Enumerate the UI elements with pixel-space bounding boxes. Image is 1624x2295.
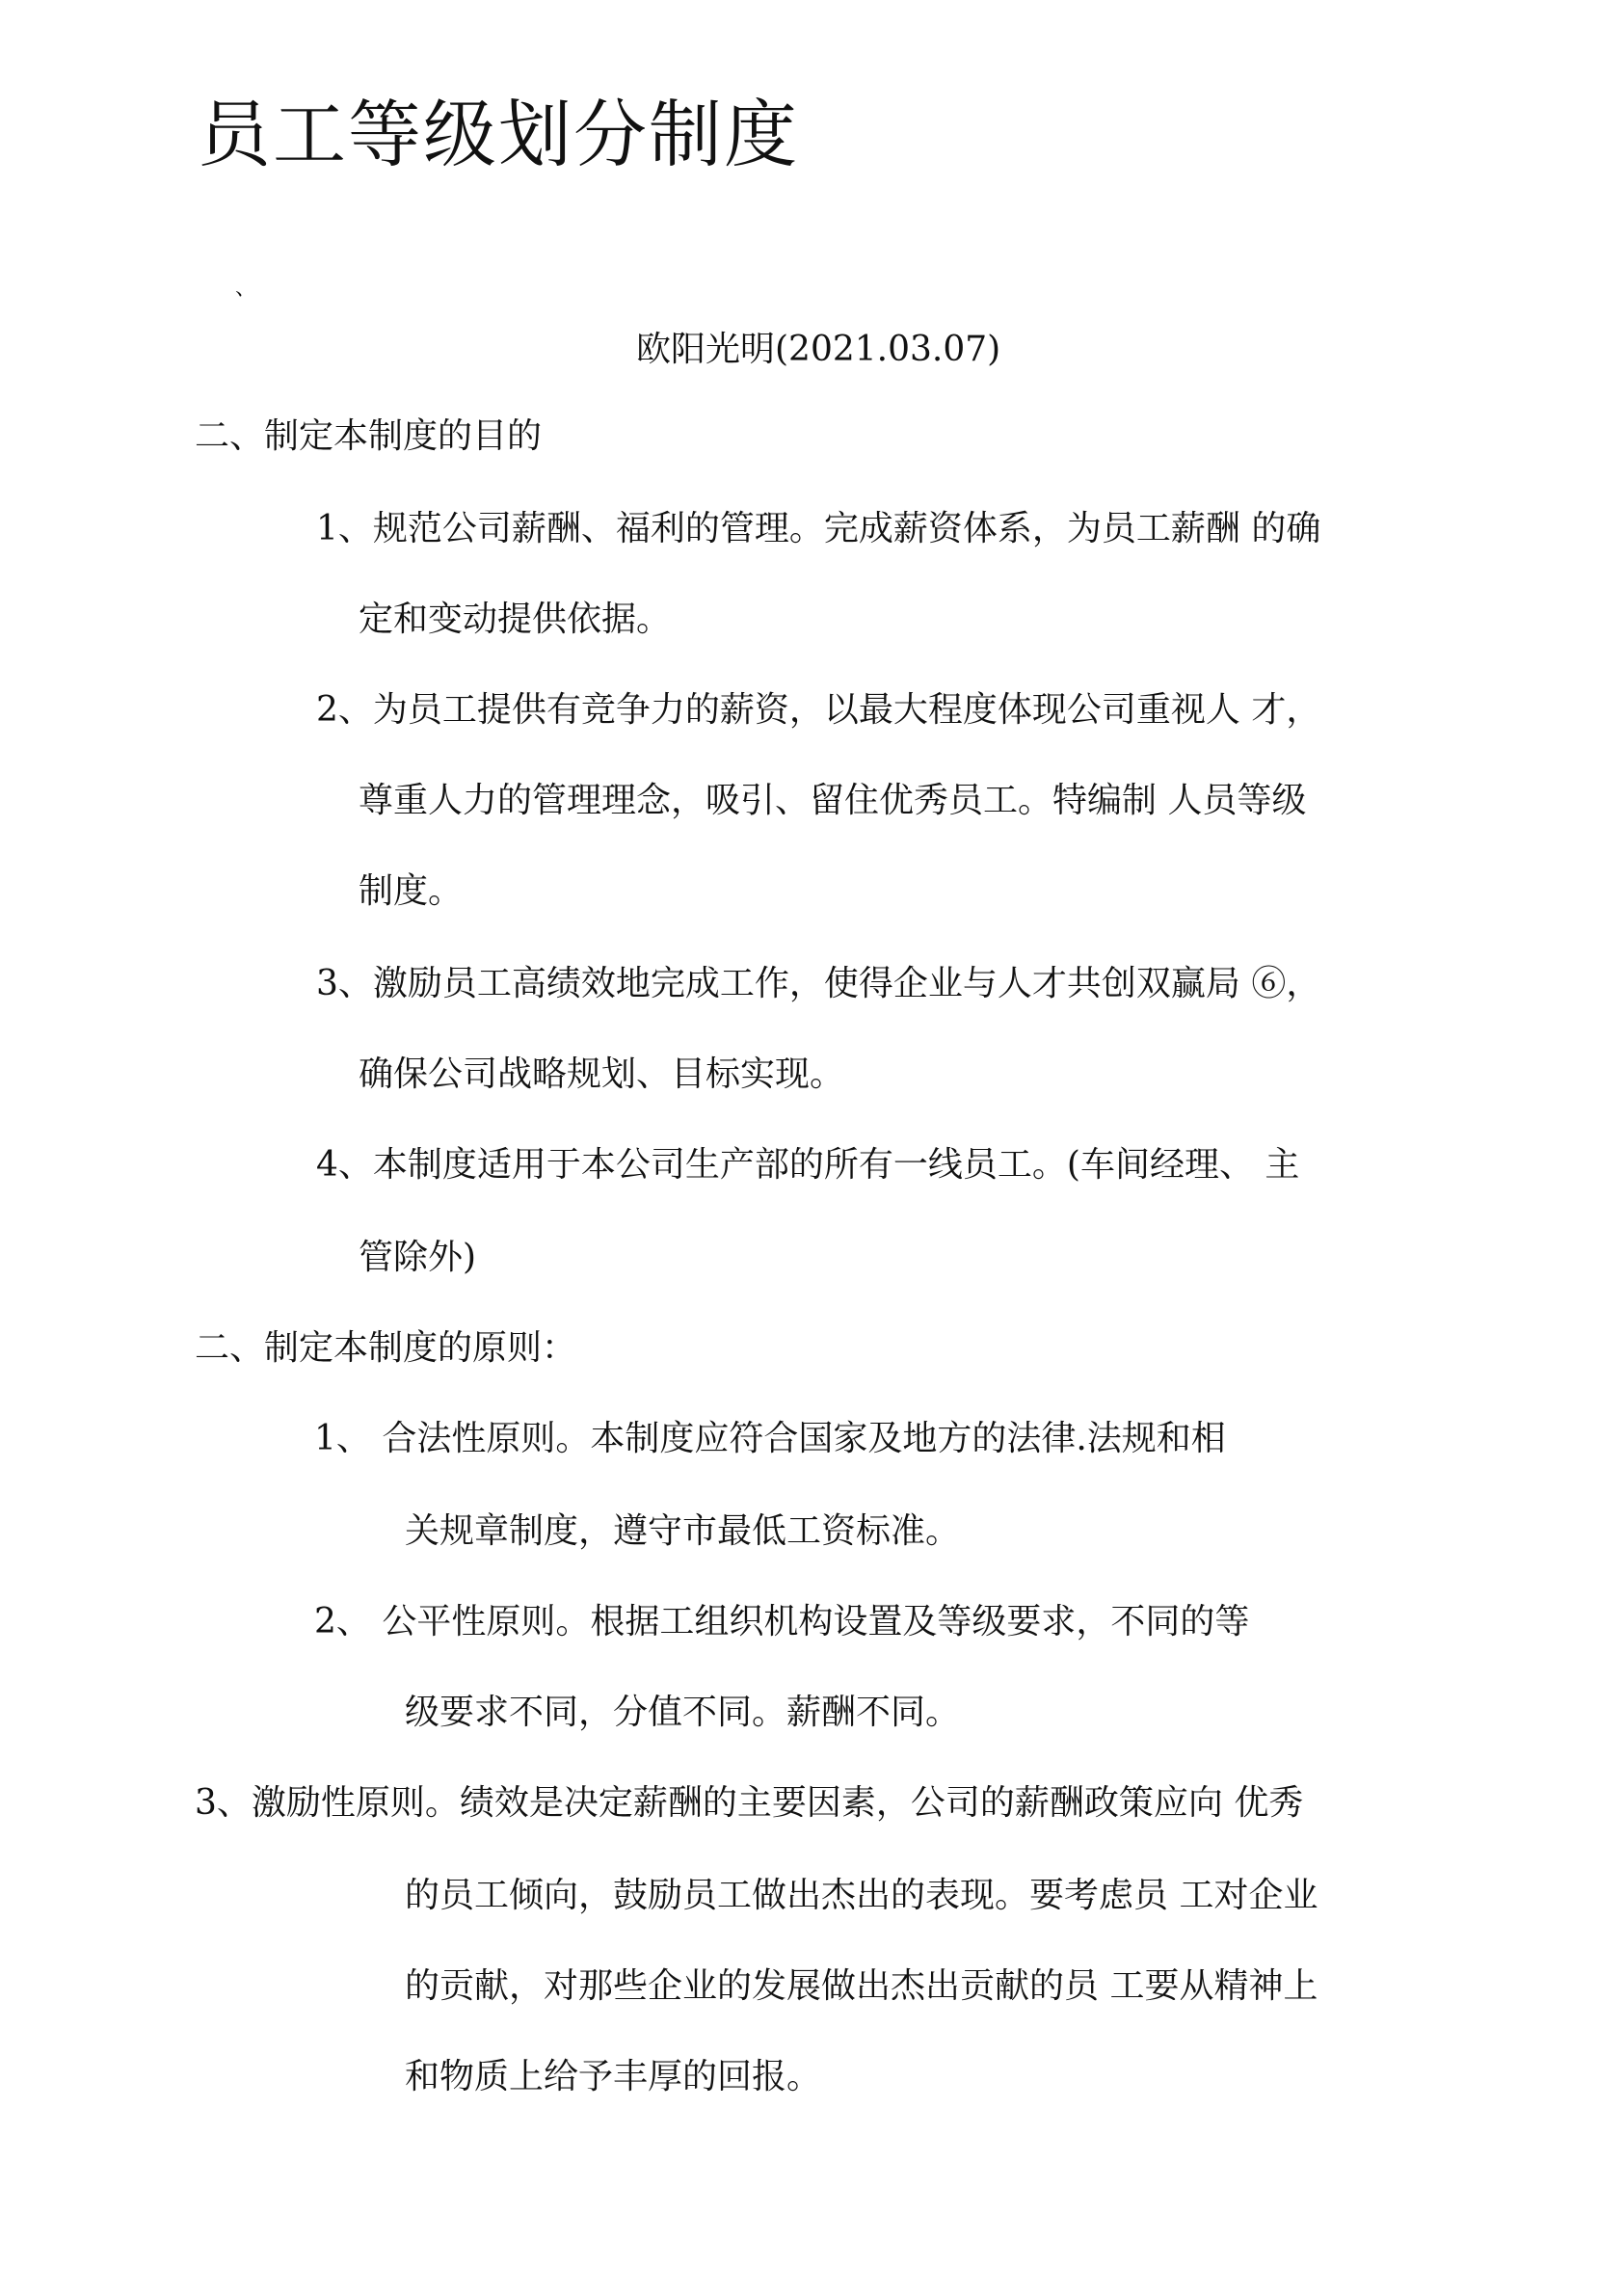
purpose-item-2-line-1: 2、为员工提供有竞争力的薪资，以最大程度体现公司重视人 才， xyxy=(316,690,1321,730)
tick-mark: 、 xyxy=(235,277,257,301)
section-heading-principles: 二、制定本制度的原则： xyxy=(195,1328,577,1368)
principle-item-3-line-3: 的贡献，对那些企业的发展做出杰出贡献的员 工要从精神上 xyxy=(405,1966,1318,2006)
purpose-item-4-line-1: 4、本制度适用于本公司生产部的所有一线员工。(车间经理、 主 xyxy=(316,1145,1300,1185)
purpose-item-4-line-2: 管除外) xyxy=(359,1238,477,1277)
document-title: 员工等级划分制度 xyxy=(198,92,799,177)
purpose-item-2-line-2: 尊重人力的管理理念，吸引、留住优秀员工。特编制 人员等级 xyxy=(359,781,1307,820)
principle-item-1-line-2: 关规章制度，遵守市最低工资标准。 xyxy=(405,1511,961,1551)
section-heading-purpose: 二、制定本制度的目的 xyxy=(195,416,543,456)
principle-item-3-line-4: 和物质上给予丰厚的回报。 xyxy=(405,2057,822,2096)
principle-item-1-line-1: 1、 合法性原则。本制度应符合国家及地方的法律.法规和相 xyxy=(314,1419,1226,1458)
author-date: 欧阳光明(2021.03.07) xyxy=(636,330,1001,369)
principle-item-3-line-2: 的员工倾向，鼓励员工做出杰出的表现。要考虑员 工对企业 xyxy=(405,1876,1318,1915)
purpose-item-1-line-2: 定和变动提供依据。 xyxy=(359,600,672,639)
principle-item-2-line-1: 2、 公平性原则。根据工组织机构设置及等级要求，不同的等 xyxy=(314,1602,1250,1641)
purpose-item-2-line-3: 制度。 xyxy=(359,871,464,911)
principle-item-2-line-2: 级要求不同，分值不同。薪酬不同。 xyxy=(405,1693,961,1732)
purpose-item-1-line-1: 1、规范公司薪酬、福利的管理。完成薪资体系，为员工薪酬 的确 xyxy=(316,509,1321,548)
principle-item-3-line-1: 3、激励性原则。绩效是决定薪酬的主要因素，公司的薪酬政策应向 优秀 xyxy=(195,1783,1304,1823)
purpose-item-3-line-2: 确保公司战略规划、目标实现。 xyxy=(359,1054,845,1094)
purpose-item-3-line-1: 3、激励员工高绩效地完成工作，使得企业与人才共创双赢局 ⑥， xyxy=(316,964,1321,1003)
